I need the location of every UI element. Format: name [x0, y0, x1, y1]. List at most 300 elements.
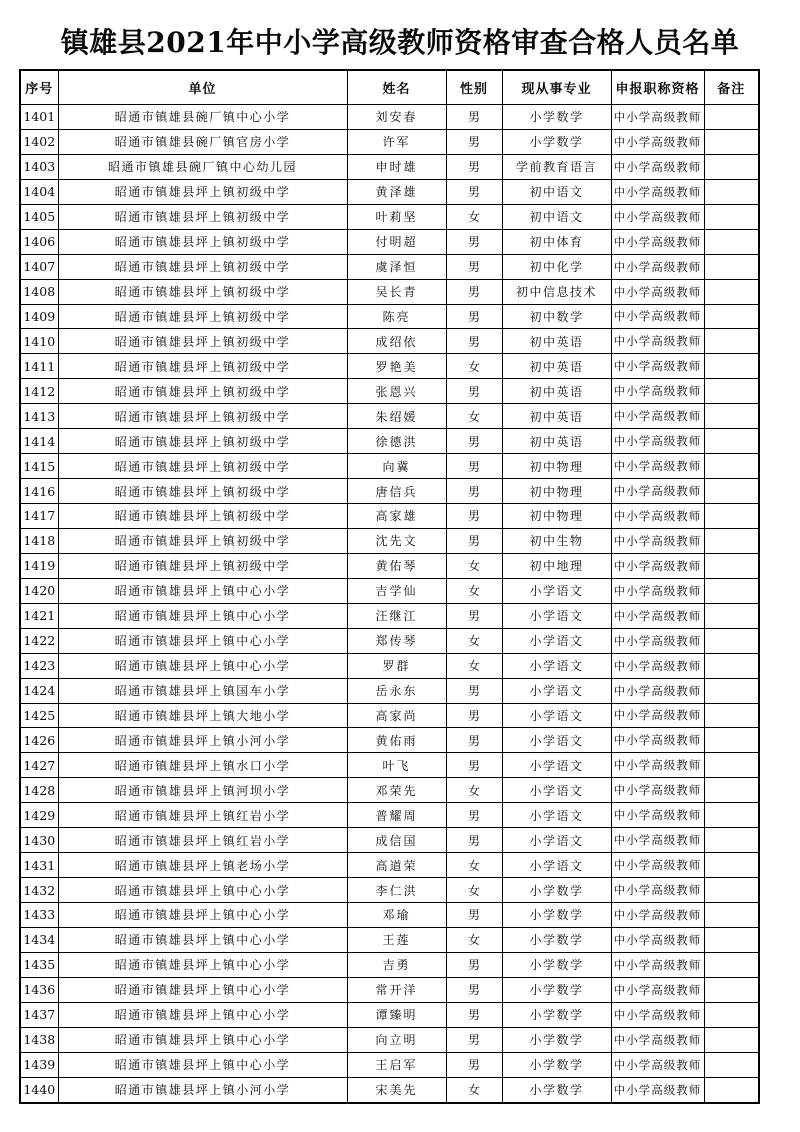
cell-title-qualification: 中小学高级教师: [611, 379, 704, 404]
cell-gender: 女: [446, 853, 502, 878]
cell-serial: 1436: [20, 977, 58, 1002]
cell-profession: 初中英语: [502, 404, 611, 429]
cell-name: 陈亮: [347, 304, 446, 329]
table-row: [20, 404, 759, 429]
cell-remarks: [704, 853, 759, 878]
cell-title-qualification: 中小学高级教师: [611, 878, 704, 903]
cell-name: 向立明: [347, 1027, 446, 1052]
table-row: [20, 229, 759, 254]
cell-serial: 1412: [20, 379, 58, 404]
cell-name: 许军: [347, 129, 446, 154]
cell-serial: 1427: [20, 753, 58, 778]
cell-serial: 1409: [20, 304, 58, 329]
cell-title-qualification: 中小学高级教师: [611, 927, 704, 952]
table-row: [20, 828, 759, 853]
cell-serial: 1404: [20, 179, 58, 204]
table-row: [20, 628, 759, 653]
cell-title-qualification: 中小学高级教师: [611, 853, 704, 878]
roster-table: [19, 69, 760, 1104]
table-row: [20, 803, 759, 828]
cell-gender: 女: [446, 628, 502, 653]
cell-gender: 女: [446, 354, 502, 379]
page-title: 镇雄县2021年中小学高级教师资格审查合格人员名单: [60, 26, 740, 59]
cell-name: 叶莉坚: [347, 204, 446, 229]
cell-profession: 小学数学: [502, 1052, 611, 1077]
cell-remarks: [704, 878, 759, 903]
cell-profession: 小学语文: [502, 653, 611, 678]
cell-profession: 小学语文: [502, 628, 611, 653]
cell-unit: 昭通市镇雄县坪上镇初级中学: [58, 179, 347, 204]
table-row: [20, 154, 759, 179]
cell-name: 付明超: [347, 229, 446, 254]
cell-profession: 小学数学: [502, 952, 611, 977]
cell-unit: 昭通市镇雄县坪上镇水口小学: [58, 753, 347, 778]
table-row: [20, 1027, 759, 1052]
cell-serial: 1410: [20, 329, 58, 354]
cell-serial: 1416: [20, 479, 58, 504]
cell-name: 常开洋: [347, 977, 446, 1002]
cell-gender: 男: [446, 154, 502, 179]
cell-unit: 昭通市镇雄县坪上镇中心小学: [58, 653, 347, 678]
cell-title-qualification: 中小学高级教师: [611, 129, 704, 154]
cell-name: 邓瑜: [347, 903, 446, 928]
cell-serial: 1423: [20, 653, 58, 678]
cell-profession: 初中语文: [502, 204, 611, 229]
cell-unit: 昭通市镇雄县碗厂镇中心幼儿园: [58, 154, 347, 179]
cell-gender: 男: [446, 129, 502, 154]
cell-profession: 小学数学: [502, 903, 611, 928]
cell-title-qualification: 中小学高级教师: [611, 678, 704, 703]
cell-serial: 1431: [20, 853, 58, 878]
table-row: [20, 454, 759, 479]
table-row: [20, 977, 759, 1002]
table-row: [20, 429, 759, 454]
cell-profession: 小学数学: [502, 878, 611, 903]
cell-gender: 女: [446, 1077, 502, 1102]
table-row: [20, 1052, 759, 1077]
cell-name: 宋美先: [347, 1077, 446, 1102]
cell-unit: 昭通市镇雄县坪上镇中心小学: [58, 578, 347, 603]
cell-serial: 1420: [20, 578, 58, 603]
cell-gender: 男: [446, 728, 502, 753]
cell-title-qualification: 中小学高级教师: [611, 753, 704, 778]
cell-title-qualification: 中小学高级教师: [611, 204, 704, 229]
cell-gender: 男: [446, 603, 502, 628]
cell-name: 罗艳美: [347, 354, 446, 379]
table-row: [20, 129, 759, 154]
table-row: [20, 379, 759, 404]
cell-remarks: [704, 828, 759, 853]
cell-profession: 小学语文: [502, 753, 611, 778]
cell-remarks: [704, 479, 759, 504]
cell-name: 普耀周: [347, 803, 446, 828]
cell-serial: 1434: [20, 927, 58, 952]
cell-gender: 男: [446, 304, 502, 329]
cell-gender: 男: [446, 828, 502, 853]
cell-serial: 1408: [20, 279, 58, 304]
cell-gender: 男: [446, 379, 502, 404]
cell-serial: 1426: [20, 728, 58, 753]
header-serial: 序号: [20, 70, 58, 105]
cell-title-qualification: 中小学高级教师: [611, 429, 704, 454]
cell-gender: 男: [446, 1052, 502, 1077]
header-row: [20, 70, 759, 105]
cell-title-qualification: 中小学高级教师: [611, 728, 704, 753]
cell-remarks: [704, 105, 759, 130]
cell-remarks: [704, 304, 759, 329]
cell-title-qualification: 中小学高级教师: [611, 1002, 704, 1027]
cell-remarks: [704, 553, 759, 578]
cell-title-qualification: 中小学高级教师: [611, 628, 704, 653]
cell-remarks: [704, 927, 759, 952]
cell-unit: 昭通市镇雄县坪上镇中心小学: [58, 1027, 347, 1052]
cell-serial: 1419: [20, 553, 58, 578]
header-gender: 性别: [446, 70, 502, 105]
cell-title-qualification: 中小学高级教师: [611, 1077, 704, 1102]
cell-unit: 昭通市镇雄县坪上镇中心小学: [58, 1002, 347, 1027]
cell-profession: 小学数学: [502, 129, 611, 154]
cell-profession: 小学语文: [502, 603, 611, 628]
cell-serial: 1414: [20, 429, 58, 454]
cell-remarks: [704, 279, 759, 304]
cell-name: 岳永东: [347, 678, 446, 703]
cell-name: 吉勇: [347, 952, 446, 977]
cell-gender: 女: [446, 204, 502, 229]
cell-unit: 昭通市镇雄县坪上镇初级中学: [58, 479, 347, 504]
cell-profession: 初中英语: [502, 354, 611, 379]
cell-unit: 昭通市镇雄县坪上镇中心小学: [58, 952, 347, 977]
cell-name: 刘安春: [347, 105, 446, 130]
cell-gender: 女: [446, 404, 502, 429]
cell-remarks: [704, 379, 759, 404]
table-row: [20, 678, 759, 703]
table-row: [20, 578, 759, 603]
cell-gender: 男: [446, 105, 502, 130]
cell-unit: 昭通市镇雄县坪上镇初级中学: [58, 404, 347, 429]
cell-gender: 男: [446, 1002, 502, 1027]
cell-unit: 昭通市镇雄县坪上镇红岩小学: [58, 803, 347, 828]
header-profession: 现从事专业: [502, 70, 611, 105]
cell-name: 申时雄: [347, 154, 446, 179]
cell-title-qualification: 中小学高级教师: [611, 304, 704, 329]
cell-remarks: [704, 1052, 759, 1077]
cell-profession: 小学语文: [502, 828, 611, 853]
cell-gender: 男: [446, 229, 502, 254]
table-row: [20, 853, 759, 878]
header-title-qualification: 申报职称资格: [611, 70, 704, 105]
cell-serial: 1425: [20, 703, 58, 728]
cell-remarks: [704, 753, 759, 778]
cell-serial: 1417: [20, 504, 58, 529]
cell-unit: 昭通市镇雄县坪上镇初级中学: [58, 454, 347, 479]
cell-remarks: [704, 603, 759, 628]
cell-gender: 女: [446, 553, 502, 578]
cell-title-qualification: 中小学高级教师: [611, 504, 704, 529]
cell-profession: 小学数学: [502, 927, 611, 952]
cell-name: 谭臻明: [347, 1002, 446, 1027]
cell-profession: 小学语文: [502, 728, 611, 753]
cell-remarks: [704, 628, 759, 653]
cell-title-qualification: 中小学高级教师: [611, 229, 704, 254]
cell-name: 邓荣先: [347, 778, 446, 803]
cell-name: 吴长青: [347, 279, 446, 304]
cell-gender: 女: [446, 653, 502, 678]
cell-gender: 男: [446, 254, 502, 279]
cell-unit: 昭通市镇雄县坪上镇中心小学: [58, 903, 347, 928]
table-row: [20, 528, 759, 553]
cell-name: 叶飞: [347, 753, 446, 778]
cell-remarks: [704, 977, 759, 1002]
cell-title-qualification: 中小学高级教师: [611, 903, 704, 928]
cell-serial: 1401: [20, 105, 58, 130]
table-row: [20, 105, 759, 130]
table-row: [20, 703, 759, 728]
cell-name: 高家雄: [347, 504, 446, 529]
cell-title-qualification: 中小学高级教师: [611, 479, 704, 504]
cell-unit: 昭通市镇雄县坪上镇河坝小学: [58, 778, 347, 803]
cell-title-qualification: 中小学高级教师: [611, 553, 704, 578]
cell-profession: 小学语文: [502, 803, 611, 828]
cell-profession: 初中物理: [502, 454, 611, 479]
table-row: [20, 927, 759, 952]
cell-title-qualification: 中小学高级教师: [611, 105, 704, 130]
cell-name: 高道荣: [347, 853, 446, 878]
cell-serial: 1424: [20, 678, 58, 703]
cell-remarks: [704, 803, 759, 828]
cell-profession: 小学语文: [502, 703, 611, 728]
cell-profession: 学前教育语言: [502, 154, 611, 179]
cell-gender: 男: [446, 429, 502, 454]
cell-title-qualification: 中小学高级教师: [611, 952, 704, 977]
cell-gender: 男: [446, 903, 502, 928]
cell-serial: 1437: [20, 1002, 58, 1027]
cell-title-qualification: 中小学高级教师: [611, 279, 704, 304]
cell-name: 黄佑雨: [347, 728, 446, 753]
cell-profession: 初中生物: [502, 528, 611, 553]
cell-gender: 女: [446, 578, 502, 603]
cell-remarks: [704, 154, 759, 179]
cell-unit: 昭通市镇雄县坪上镇小河小学: [58, 728, 347, 753]
cell-title-qualification: 中小学高级教师: [611, 329, 704, 354]
cell-unit: 昭通市镇雄县坪上镇大地小学: [58, 703, 347, 728]
cell-gender: 男: [446, 1027, 502, 1052]
cell-name: 黄佑琴: [347, 553, 446, 578]
table-row: [20, 354, 759, 379]
cell-name: 唐信兵: [347, 479, 446, 504]
cell-gender: 女: [446, 778, 502, 803]
cell-title-qualification: 中小学高级教师: [611, 179, 704, 204]
cell-unit: 昭通市镇雄县坪上镇初级中学: [58, 504, 347, 529]
cell-unit: 昭通市镇雄县坪上镇中心小学: [58, 628, 347, 653]
cell-remarks: [704, 179, 759, 204]
cell-unit: 昭通市镇雄县坪上镇国车小学: [58, 678, 347, 703]
cell-name: 虞泽恒: [347, 254, 446, 279]
cell-profession: 小学数学: [502, 1077, 611, 1102]
cell-profession: 初中物理: [502, 479, 611, 504]
cell-remarks: [704, 952, 759, 977]
table-body: [20, 105, 759, 1103]
cell-profession: 初中英语: [502, 429, 611, 454]
cell-remarks: [704, 578, 759, 603]
cell-profession: 初中信息技术: [502, 279, 611, 304]
cell-unit: 昭通市镇雄县坪上镇初级中学: [58, 204, 347, 229]
cell-title-qualification: 中小学高级教师: [611, 603, 704, 628]
cell-unit: 昭通市镇雄县坪上镇初级中学: [58, 429, 347, 454]
cell-title-qualification: 中小学高级教师: [611, 254, 704, 279]
cell-gender: 女: [446, 927, 502, 952]
cell-remarks: [704, 354, 759, 379]
cell-serial: 1405: [20, 204, 58, 229]
cell-profession: 初中语文: [502, 179, 611, 204]
cell-name: 郑传琴: [347, 628, 446, 653]
cell-unit: 昭通市镇雄县坪上镇中心小学: [58, 603, 347, 628]
cell-title-qualification: 中小学高级教师: [611, 703, 704, 728]
cell-remarks: [704, 903, 759, 928]
cell-gender: 男: [446, 803, 502, 828]
cell-gender: 男: [446, 279, 502, 304]
cell-name: 徐德洪: [347, 429, 446, 454]
cell-unit: 昭通市镇雄县坪上镇初级中学: [58, 354, 347, 379]
cell-unit: 昭通市镇雄县碗厂镇官房小学: [58, 129, 347, 154]
cell-remarks: [704, 329, 759, 354]
cell-profession: 小学语文: [502, 853, 611, 878]
cell-serial: 1413: [20, 404, 58, 429]
cell-gender: 男: [446, 977, 502, 1002]
cell-gender: 男: [446, 504, 502, 529]
cell-gender: 男: [446, 952, 502, 977]
cell-gender: 女: [446, 878, 502, 903]
cell-profession: 初中物理: [502, 504, 611, 529]
cell-gender: 男: [446, 179, 502, 204]
cell-name: 黄泽雄: [347, 179, 446, 204]
cell-serial: 1422: [20, 628, 58, 653]
cell-unit: 昭通市镇雄县碗厂镇中心小学: [58, 105, 347, 130]
cell-remarks: [704, 404, 759, 429]
cell-remarks: [704, 728, 759, 753]
table-row: [20, 254, 759, 279]
cell-remarks: [704, 1077, 759, 1102]
table-header: [20, 70, 759, 105]
cell-remarks: [704, 454, 759, 479]
cell-serial: 1433: [20, 903, 58, 928]
cell-title-qualification: 中小学高级教师: [611, 454, 704, 479]
cell-name: 朱绍媛: [347, 404, 446, 429]
cell-unit: 昭通市镇雄县坪上镇初级中学: [58, 229, 347, 254]
cell-gender: 男: [446, 528, 502, 553]
cell-serial: 1406: [20, 229, 58, 254]
table-row: [20, 479, 759, 504]
cell-remarks: [704, 504, 759, 529]
cell-gender: 男: [446, 479, 502, 504]
table-row: [20, 1077, 759, 1102]
cell-remarks: [704, 778, 759, 803]
header-remarks: 备注: [704, 70, 759, 105]
cell-name: 张恩兴: [347, 379, 446, 404]
cell-serial: 1402: [20, 129, 58, 154]
header-unit: 单位: [58, 70, 347, 105]
cell-name: 吉学仙: [347, 578, 446, 603]
cell-unit: 昭通市镇雄县坪上镇中心小学: [58, 977, 347, 1002]
cell-name: 王莲: [347, 927, 446, 952]
table-row: [20, 304, 759, 329]
cell-serial: 1418: [20, 528, 58, 553]
cell-name: 王启军: [347, 1052, 446, 1077]
cell-serial: 1428: [20, 778, 58, 803]
table-row: [20, 878, 759, 903]
cell-serial: 1429: [20, 803, 58, 828]
cell-remarks: [704, 229, 759, 254]
table-row: [20, 329, 759, 354]
cell-title-qualification: 中小学高级教师: [611, 154, 704, 179]
cell-profession: 初中地理: [502, 553, 611, 578]
table-row: [20, 279, 759, 304]
cell-remarks: [704, 254, 759, 279]
cell-title-qualification: 中小学高级教师: [611, 778, 704, 803]
cell-profession: 小学数学: [502, 1027, 611, 1052]
cell-remarks: [704, 1027, 759, 1052]
cell-gender: 男: [446, 703, 502, 728]
cell-unit: 昭通市镇雄县坪上镇初级中学: [58, 279, 347, 304]
cell-unit: 昭通市镇雄县坪上镇中心小学: [58, 927, 347, 952]
cell-remarks: [704, 653, 759, 678]
cell-title-qualification: 中小学高级教师: [611, 803, 704, 828]
table-row: [20, 952, 759, 977]
cell-name: 汪继江: [347, 603, 446, 628]
cell-title-qualification: 中小学高级教师: [611, 404, 704, 429]
cell-unit: 昭通市镇雄县坪上镇红岩小学: [58, 828, 347, 853]
table-row: [20, 603, 759, 628]
cell-serial: 1421: [20, 603, 58, 628]
cell-unit: 昭通市镇雄县坪上镇老场小学: [58, 853, 347, 878]
cell-unit: 昭通市镇雄县坪上镇初级中学: [58, 528, 347, 553]
table-row: [20, 179, 759, 204]
cell-serial: 1415: [20, 454, 58, 479]
cell-unit: 昭通市镇雄县坪上镇初级中学: [58, 329, 347, 354]
cell-serial: 1403: [20, 154, 58, 179]
table-row: [20, 903, 759, 928]
cell-gender: 男: [446, 329, 502, 354]
cell-serial: 1411: [20, 354, 58, 379]
cell-profession: 小学数学: [502, 105, 611, 130]
cell-title-qualification: 中小学高级教师: [611, 354, 704, 379]
cell-title-qualification: 中小学高级教师: [611, 528, 704, 553]
cell-profession: 初中英语: [502, 379, 611, 404]
cell-unit: 昭通市镇雄县坪上镇小河小学: [58, 1077, 347, 1102]
table-row: [20, 504, 759, 529]
cell-remarks: [704, 528, 759, 553]
cell-profession: 小学语文: [502, 578, 611, 603]
cell-profession: 初中英语: [502, 329, 611, 354]
table-row: [20, 728, 759, 753]
cell-gender: 男: [446, 753, 502, 778]
cell-remarks: [704, 678, 759, 703]
cell-gender: 男: [446, 678, 502, 703]
cell-profession: 初中数学: [502, 304, 611, 329]
cell-unit: 昭通市镇雄县坪上镇中心小学: [58, 878, 347, 903]
cell-gender: 男: [446, 454, 502, 479]
cell-unit: 昭通市镇雄县坪上镇初级中学: [58, 304, 347, 329]
cell-title-qualification: 中小学高级教师: [611, 828, 704, 853]
cell-profession: 小学数学: [502, 977, 611, 1002]
cell-name: 高家尚: [347, 703, 446, 728]
cell-profession: 初中化学: [502, 254, 611, 279]
cell-title-qualification: 中小学高级教师: [611, 653, 704, 678]
cell-name: 沈先文: [347, 528, 446, 553]
table-row: [20, 778, 759, 803]
cell-serial: 1432: [20, 878, 58, 903]
table-row: [20, 653, 759, 678]
cell-serial: 1440: [20, 1077, 58, 1102]
